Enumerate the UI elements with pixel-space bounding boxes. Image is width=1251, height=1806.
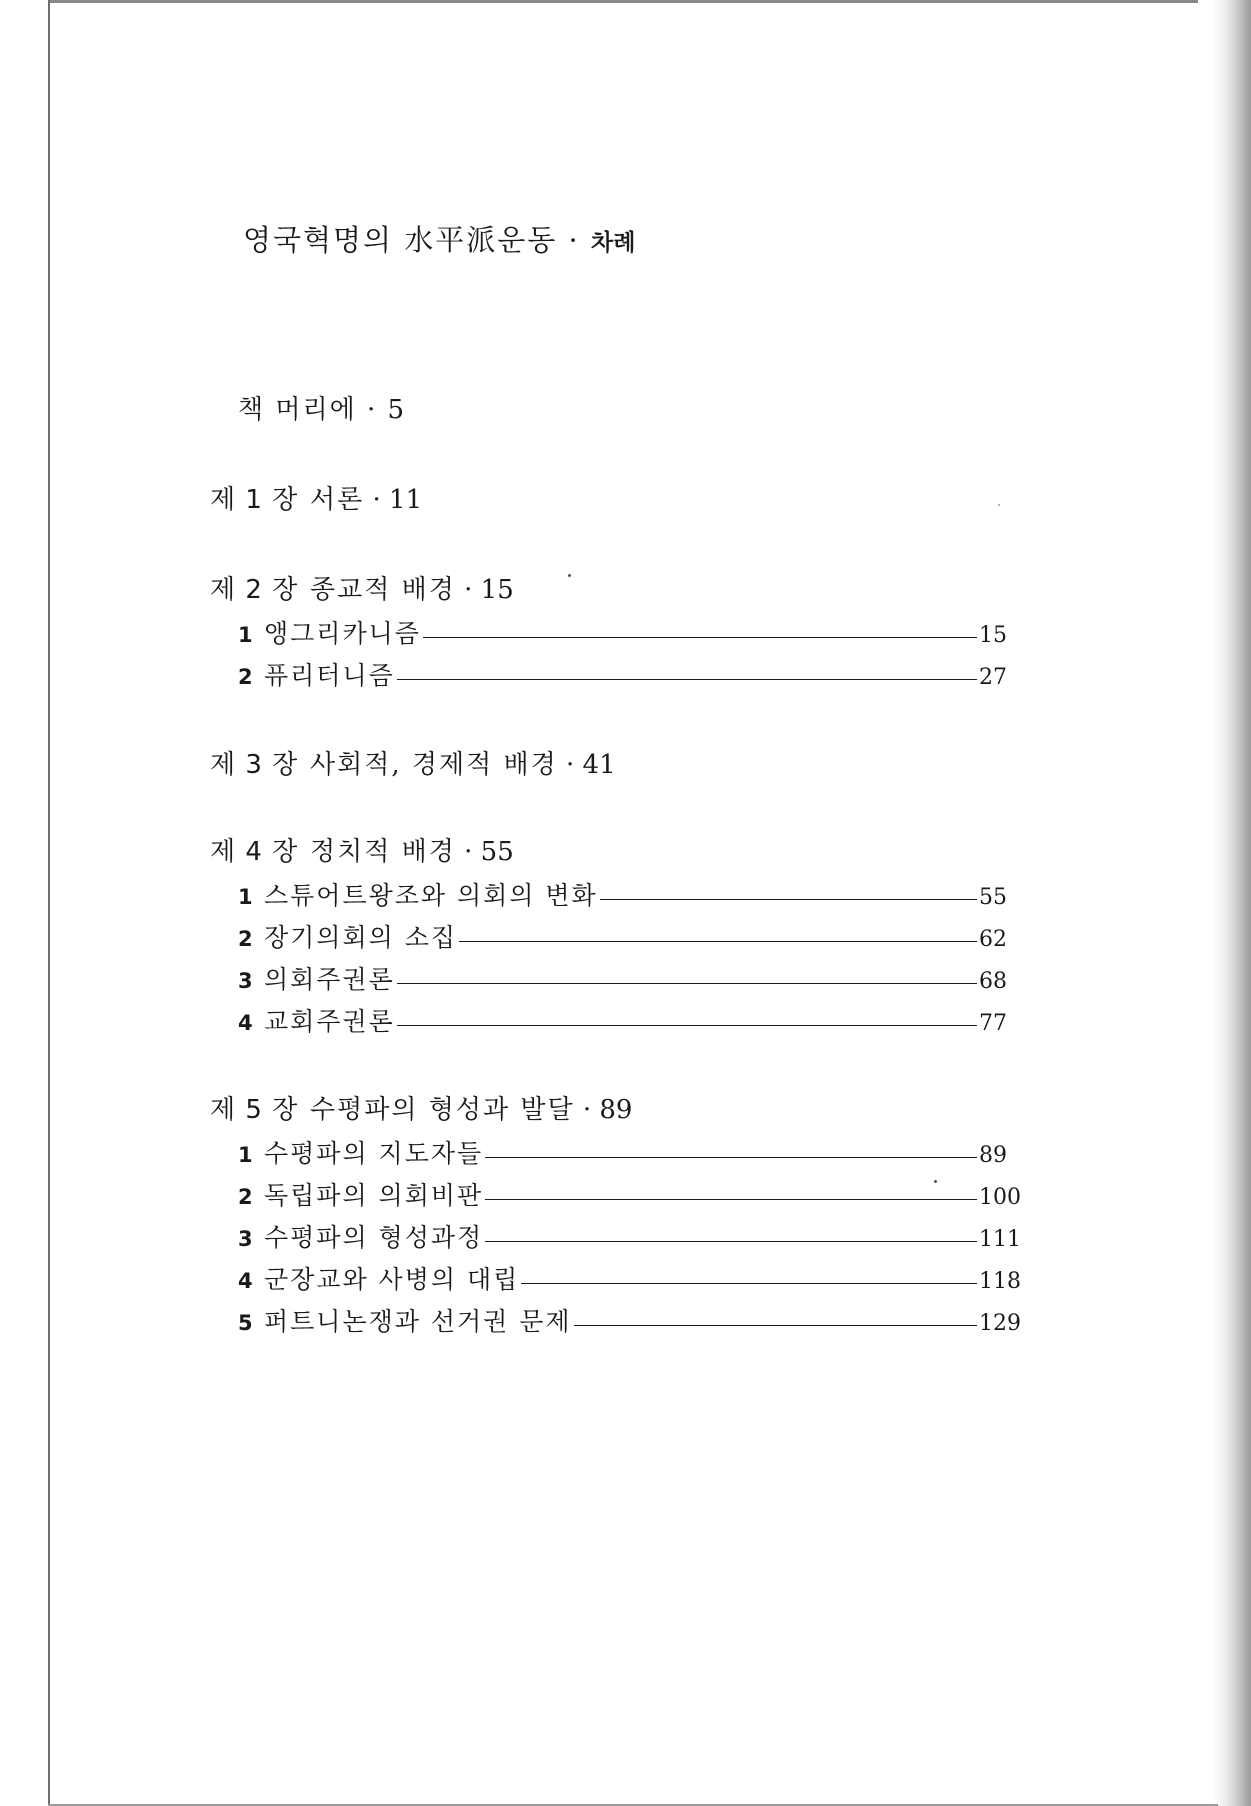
chapter-separator: · — [464, 575, 473, 605]
toc-section — [210, 998, 1025, 1040]
chapter-title: 종교적 배경 — [310, 575, 456, 605]
toc-section — [210, 1298, 1025, 1340]
section-number: 1 — [238, 623, 253, 647]
chapter-2 — [210, 570, 1025, 694]
section-list — [210, 610, 1025, 694]
section-number: 2 — [238, 927, 253, 951]
section-title: 독립파의 의회비판 — [264, 1181, 484, 1210]
section-title: 수평파의 형성과정 — [264, 1223, 484, 1252]
chapter-label: 제 2 장 — [210, 575, 299, 605]
chapter-separator: · — [582, 1095, 592, 1125]
toc-label: 차례 — [590, 230, 636, 256]
section-number: 1 — [238, 1143, 253, 1167]
section-number: 3 — [238, 969, 253, 993]
chapter-title: 수평파의 형성과 발달 — [310, 1095, 575, 1125]
chapter-heading — [210, 1090, 1025, 1130]
section-page: 15 — [979, 623, 1007, 648]
leader-line — [574, 1325, 977, 1326]
chapter-heading — [210, 832, 1025, 872]
page-fore-edge-shadow — [1213, 0, 1251, 1806]
toc-section — [210, 1214, 1025, 1256]
toc-title — [243, 220, 635, 263]
chapter-page: 89 — [599, 1095, 633, 1125]
chapter-page: 11 — [389, 485, 423, 515]
chapter-label: 제 5 장 — [210, 1095, 299, 1125]
chapter-page: 41 — [582, 750, 616, 780]
page-binding-edge — [48, 0, 50, 1806]
section-page: 62 — [979, 927, 1007, 952]
section-page: 27 — [979, 665, 1007, 690]
section-title: 장기의회의 소집 — [264, 923, 457, 952]
leader-line — [397, 679, 977, 680]
leader-line — [600, 899, 977, 900]
section-number: 5 — [238, 1311, 253, 1335]
section-page: 89 — [979, 1143, 1007, 1168]
toc-section — [210, 1172, 1025, 1214]
leader-line — [423, 637, 977, 638]
section-page: 77 — [979, 1011, 1007, 1036]
chapter-label: 제 1 장 — [210, 485, 299, 515]
leader-line — [459, 941, 977, 942]
chapter-page: 55 — [480, 837, 514, 867]
section-title: 수평파의 지도자들 — [264, 1139, 484, 1168]
section-list — [210, 872, 1025, 1040]
toc-section — [210, 1130, 1025, 1172]
section-title: 스튜어트왕조와 의회의 변화 — [264, 881, 598, 910]
section-page: 100 — [979, 1185, 1021, 1210]
section-page: 111 — [979, 1227, 1021, 1252]
section-number: 4 — [238, 1011, 253, 1035]
section-title: 앵그리카니즘 — [264, 619, 421, 648]
section-number: 3 — [238, 1227, 253, 1251]
section-title: 교회주권론 — [264, 1007, 395, 1036]
toc-section — [210, 956, 1025, 998]
preface-entry — [238, 390, 406, 430]
page-top-edge — [48, 0, 1198, 3]
section-number: 2 — [238, 1185, 253, 1209]
section-number: 4 — [238, 1269, 253, 1293]
section-title: 퍼트니논쟁과 선거권 문제 — [264, 1307, 572, 1336]
chapter-label: 제 3 장 — [210, 750, 299, 780]
section-number: 1 — [238, 885, 253, 909]
chapter-1 — [210, 480, 1025, 520]
toc-section — [210, 914, 1025, 956]
section-list — [210, 1130, 1025, 1340]
leader-line — [397, 1025, 977, 1026]
chapter-5 — [210, 1090, 1025, 1340]
chapter-title: 사회적, 경제적 배경 — [310, 750, 558, 780]
chapter-heading — [210, 745, 1025, 785]
chapter-3 — [210, 745, 1025, 785]
toc-section — [210, 1256, 1025, 1298]
toc-section — [210, 652, 1025, 694]
leader-line — [397, 983, 977, 984]
chapter-heading — [210, 570, 1025, 610]
preface-separator: · — [367, 395, 378, 425]
leader-line — [521, 1283, 977, 1284]
title-separator: · — [568, 223, 580, 257]
chapter-4 — [210, 832, 1025, 1040]
leader-line — [485, 1241, 977, 1242]
leader-line — [485, 1199, 977, 1200]
chapter-separator: · — [372, 485, 381, 515]
chapter-page: 15 — [480, 575, 514, 605]
chapter-separator: · — [464, 837, 473, 867]
section-page: 68 — [979, 969, 1007, 994]
section-page: 55 — [979, 885, 1007, 910]
chapter-separator: · — [566, 750, 575, 780]
section-title: 군장교와 사병의 대립 — [264, 1265, 520, 1294]
book-title-text: 영국혁명의 水平派운동 — [243, 223, 558, 257]
leader-line — [485, 1157, 977, 1158]
chapter-title: 정치적 배경 — [310, 837, 456, 867]
preface-page: 5 — [387, 395, 407, 425]
section-page: 129 — [979, 1311, 1021, 1336]
chapter-label: 제 4 장 — [210, 837, 299, 867]
chapter-heading — [210, 480, 1025, 520]
section-number: 2 — [238, 665, 253, 689]
toc-section — [210, 872, 1025, 914]
preface-label: 책 머리에 — [238, 395, 357, 425]
section-title: 퓨리터니즘 — [264, 661, 395, 690]
section-title: 의회주권론 — [264, 965, 395, 994]
chapter-title: 서론 — [310, 485, 365, 515]
section-page: 118 — [979, 1269, 1021, 1294]
toc-section — [210, 610, 1025, 652]
